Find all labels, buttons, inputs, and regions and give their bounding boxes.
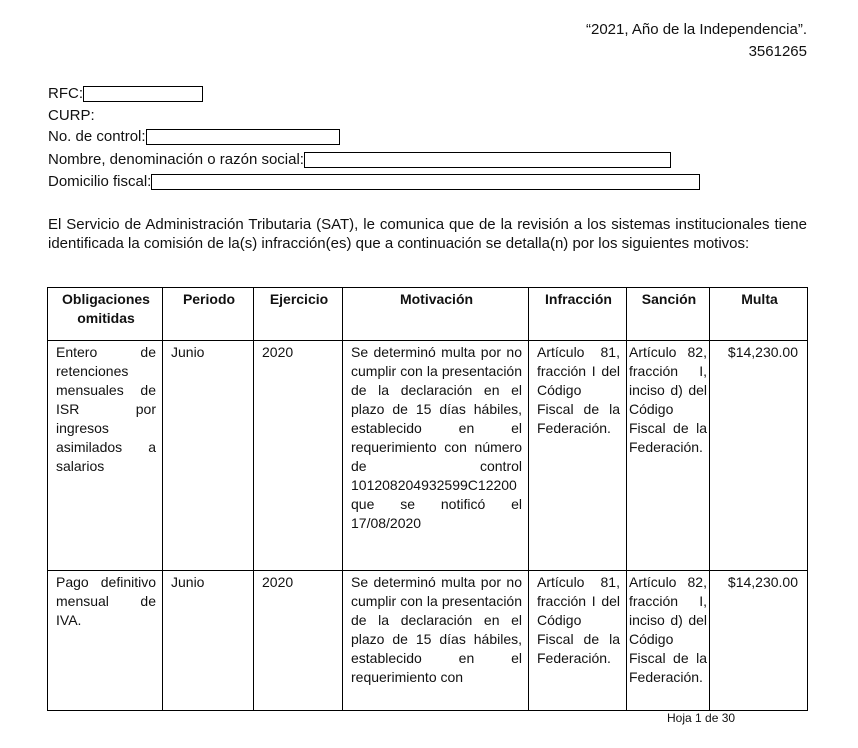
cell-motivacion: Se determinó multa por no cumplir con la presentación de la declaración en el plazo de 15 días hábiles, establecido en el requerimiento con bbox=[343, 571, 529, 711]
header-motivacion: Motivación bbox=[343, 288, 529, 341]
header-sancion: Sanción bbox=[627, 288, 710, 341]
cell-sancion: Artículo 82, fracción I, inciso d) del Código Fiscal de la Federación. bbox=[627, 341, 710, 571]
cell-infraccion: Artículo 81, fracción I del Código Fiscal de la Federación. bbox=[529, 571, 627, 711]
cell-sancion: Artículo 82, fracción I, inciso d) del Código Fiscal de la Federación. bbox=[627, 571, 710, 711]
fiscal-address-label: Domicilio fiscal: bbox=[48, 173, 152, 190]
document-reference-number: 3561265 bbox=[748, 43, 807, 60]
header-periodo: Periodo bbox=[163, 288, 254, 341]
header-ejercicio: Ejercicio bbox=[254, 288, 343, 341]
name-label: Nombre, denominación o razón social: bbox=[48, 151, 304, 168]
header-obligaciones: Obligaciones omitidas bbox=[48, 288, 163, 341]
rfc-value-box bbox=[83, 86, 203, 102]
header-multa: Multa bbox=[710, 288, 808, 341]
control-number-field bbox=[48, 128, 340, 145]
page-number: Hoja 1 de 30 bbox=[667, 711, 736, 725]
infractions-table bbox=[47, 287, 808, 711]
table-row bbox=[48, 571, 808, 711]
cell-ejercicio: 2020 bbox=[254, 341, 343, 571]
cell-multa: $14,230.00 bbox=[710, 341, 808, 571]
cell-motivacion: Se determinó multa por no cumplir con la presentación de la declaración en el plazo de 15 días hábiles, establecido en el requerimiento con número de control 101208204932599C12200 que se notificó el 17/08/2020 bbox=[343, 341, 529, 571]
table-row bbox=[48, 341, 808, 571]
cell-ejercicio: 2020 bbox=[254, 571, 343, 711]
header-infraccion: Infracción bbox=[529, 288, 627, 341]
cell-infraccion: Artículo 81, fracción I del Código Fiscal de la Federación. bbox=[529, 341, 627, 571]
table-header-row bbox=[48, 288, 808, 341]
cell-multa: $14,230.00 bbox=[710, 571, 808, 711]
rfc-field bbox=[48, 85, 203, 102]
control-number-label: No. de control: bbox=[48, 128, 146, 145]
intro-paragraph: El Servicio de Administración Tributaria (SAT), le comunica que de la revisión a los sistemas institucionales tiene identificada la comisión de la(s) infracción(es) que a continuación se detalla(n) por los siguientes motivos: bbox=[48, 216, 807, 252]
name-value-box bbox=[304, 152, 671, 168]
cell-obligacion: Pago definitivo mensual de IVA. bbox=[48, 571, 163, 711]
control-number-value-box bbox=[146, 129, 340, 145]
name-field bbox=[48, 151, 671, 168]
curp-field bbox=[48, 107, 95, 124]
rfc-label: RFC: bbox=[48, 85, 83, 102]
cell-periodo: Junio bbox=[163, 341, 254, 571]
curp-label: CURP: bbox=[48, 107, 95, 124]
cell-obligacion: Entero de retenciones mensuales de ISR por ingresos asimilados a salarios bbox=[48, 341, 163, 571]
fiscal-address-value-box bbox=[151, 174, 700, 190]
fiscal-address-field bbox=[48, 173, 700, 190]
cell-periodo: Junio bbox=[163, 571, 254, 711]
document-motto: “2021, Año de la Independencia”. bbox=[585, 21, 807, 38]
